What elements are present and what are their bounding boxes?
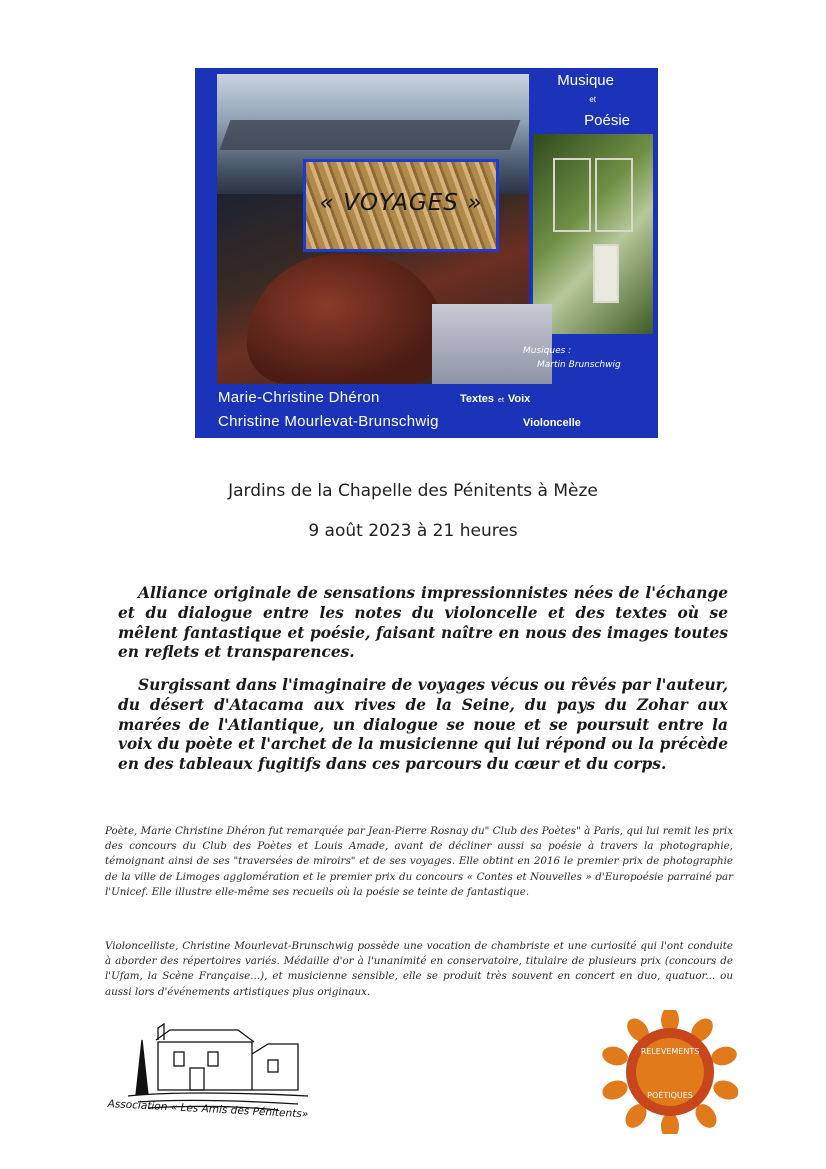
description-paragraph-2: Surgissant dans l'imaginaire de voyages vécus ou rêvés par l'auteur, du désert d'Atacama aux rives de la Seine, du pays du Zohar aux marées de l'Atlantique, un dialogue se noue et se poursuit entre la voix du poète et l'archet de la musicienne qui lui répond ou la précède en des tableaux fugitifs dans ces parcours du cœur et du corps. (118, 676, 728, 774)
poet-biography: Poète, Marie Christine Dhéron fut remarquée par Jean-Pierre Rosnay du" Club des Poètes" à Paris, qui lui remit les prix des concours du Club des Poètes et Louis Amade, avant de décliner aussi sa poésie à travers la photographie, témoignant ainsi de ses "traversées de miroirs" et de ses voyages. Elle obtint en 2016 le premier prix de photographie de la ville de Limoges agglomération et le premier prix du concours « Contes et Nouvelles » d'Europoésie parrainé par l'Unicef. Elle illustre elle-même ses recueils où la poésie se teinte de fantastique. (105, 825, 733, 898)
performer-1-role (460, 393, 530, 405)
badge-top-text: RELEVEMENTS (640, 1047, 700, 1056)
cello-body (247, 254, 447, 384)
jetty-shape (220, 120, 521, 150)
cellist-biography: Violoncelliste, Christine Mourlevat-Brunschwig possède une vocation de chambriste et une curiosité qui l'ont conduite à aborder des répertoires variés. Médaille d'or à l'unanimité en conservatoire, titulaire de plusieurs prix (concours de l'Ufam, la Scène Française...), et musicienne sensible, elle se produit très souvent en concert en duo, quatuor... ou aussi lors d'événements artistiques plus originaux. (105, 940, 733, 998)
show-title: « VOYAGES » (319, 190, 483, 216)
relevements-poetiques-logo (602, 1010, 738, 1134)
description-paragraph-1: Alliance originale de sensations impressionnistes nées de l'échange et du dialogue entre les notes du violoncelle et des textes où se mêlent fantastique et poésie, faisant naître en nous des images toutes en reflets et transparences. (118, 584, 728, 662)
performer-1-name: Marie-Christine Dhéron (218, 389, 380, 406)
performer-2-name: Christine Mourlevat-Brunschwig (218, 413, 439, 430)
event-poster (195, 68, 658, 438)
role-and: et (498, 397, 504, 404)
genre-poetry: Poésie (584, 112, 630, 129)
event-venue: Jardins de la Chapelle des Pénitents à Mèze (228, 481, 598, 501)
sand-photo (303, 159, 499, 252)
event-date: 9 août 2023 à 21 heures (308, 521, 518, 541)
badge-bottom-text: POÉTIQUES (647, 1091, 693, 1100)
association-caption: Association « Les Amis des Pénitents» (107, 1098, 309, 1121)
window-pane (595, 158, 633, 232)
window-door (593, 244, 619, 303)
role-voice: Voix (507, 393, 531, 405)
role-texts: Textes (460, 393, 495, 405)
music-label: Musiques : (523, 346, 572, 356)
window-pane (553, 158, 591, 232)
performer-2-role: Violoncelle (523, 417, 581, 429)
music-author: Martin Brunschwig (537, 360, 621, 370)
cloth-shape (432, 304, 552, 384)
genre-music: Musique (557, 72, 614, 89)
genre-and: et (589, 95, 596, 104)
